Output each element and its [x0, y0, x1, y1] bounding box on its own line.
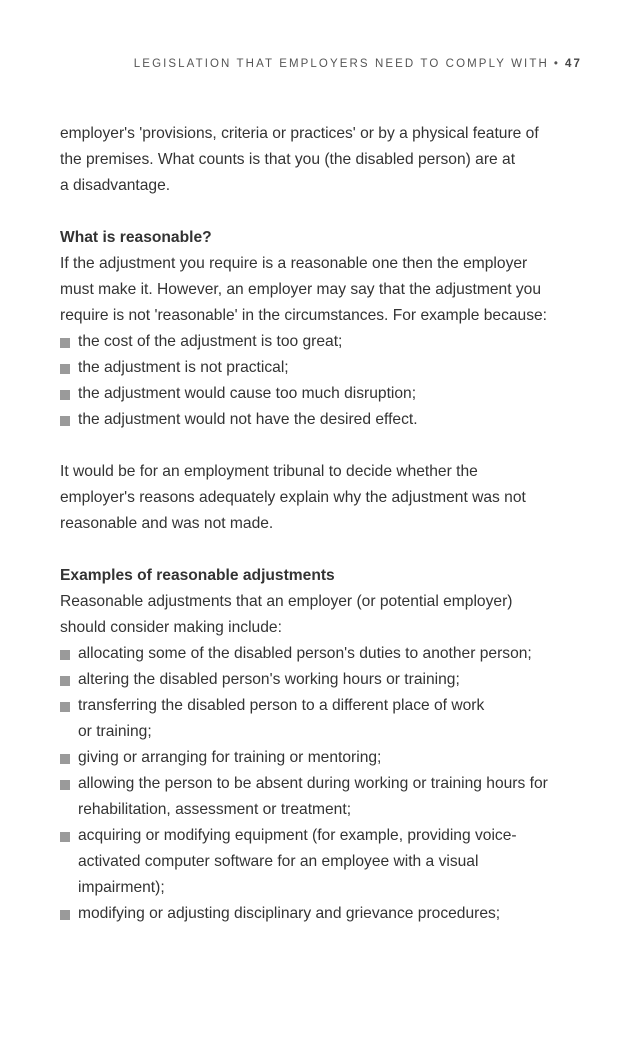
text-line: the premises. What counts is that you (the disabled person) are at: [60, 151, 516, 168]
text-line: It would be for an employment tribunal to decide whether the: [60, 463, 478, 480]
square-bullet-icon: [60, 364, 70, 374]
running-title: LEGISLATION THAT EMPLOYERS NEED TO COMPLY WITH: [133, 58, 549, 70]
list-item-text: activated computer software for an employee with a visual: [78, 853, 479, 870]
tribunal-paragraph: [60, 459, 600, 537]
text-line: reasonable and was not made.: [60, 515, 274, 532]
list-item: [60, 355, 600, 381]
text-line: must make it. However, an employer may say that the adjustment you: [60, 281, 542, 298]
square-bullet-icon: [60, 702, 70, 712]
list-item: [60, 901, 600, 927]
page-number: 47: [565, 58, 582, 70]
list-item: [60, 381, 600, 407]
list-item: [60, 771, 600, 823]
list-item: [60, 641, 600, 667]
square-bullet-icon: [60, 754, 70, 764]
text-line: a disadvantage.: [60, 177, 171, 194]
list-item: [60, 329, 600, 355]
list-item-text: transferring the disabled person to a different place of work: [78, 697, 485, 714]
reasons-list: [60, 329, 600, 433]
list-item-text: or training;: [78, 723, 152, 740]
running-header: [134, 58, 582, 70]
text-line: should consider making include:: [60, 619, 282, 636]
list-item-text: modifying or adjusting disciplinary and grievance procedures;: [78, 905, 501, 922]
header-separator: •: [553, 58, 560, 70]
body-text: [60, 121, 600, 927]
list-item-text: the adjustment would cause too much disruption;: [78, 385, 417, 402]
list-item-text: impairment);: [78, 879, 165, 896]
square-bullet-icon: [60, 780, 70, 790]
list-item-text: giving or arranging for training or mentoring;: [78, 749, 382, 766]
list-item: [60, 407, 600, 433]
text-line: employer's reasons adequately explain why the adjustment was not: [60, 489, 526, 506]
square-bullet-icon: [60, 676, 70, 686]
text-line: require is not 'reasonable' in the circumstances. For example because:: [60, 307, 548, 324]
list-item-text: acquiring or modifying equipment (for example, providing voice-: [78, 827, 517, 844]
square-bullet-icon: [60, 910, 70, 920]
list-item-text: the cost of the adjustment is too great;: [78, 333, 343, 350]
square-bullet-icon: [60, 832, 70, 842]
list-item-text: allowing the person to be absent during working or training hours for: [78, 775, 548, 792]
list-item-text: altering the disabled person's working hours or training;: [78, 671, 460, 688]
list-item: [60, 667, 600, 693]
square-bullet-icon: [60, 650, 70, 660]
reasonable-paragraph: [60, 251, 600, 329]
square-bullet-icon: [60, 390, 70, 400]
intro-paragraph: [60, 121, 600, 199]
examples-paragraph: [60, 589, 600, 641]
examples-list: [60, 641, 600, 927]
square-bullet-icon: [60, 338, 70, 348]
list-item: [60, 823, 600, 901]
heading-examples: Examples of reasonable adjustments: [60, 567, 335, 584]
text-line: Reasonable adjustments that an employer (or potential employer): [60, 593, 513, 610]
list-item: [60, 745, 600, 771]
list-item: [60, 693, 600, 745]
square-bullet-icon: [60, 416, 70, 426]
text-line: If the adjustment you require is a reasonable one then the employer: [60, 255, 528, 272]
text-line: employer's 'provisions, criteria or practices' or by a physical feature of: [60, 125, 539, 142]
list-item-text: the adjustment would not have the desired effect.: [78, 411, 418, 428]
heading-what-is-reasonable: What is reasonable?: [60, 229, 212, 246]
list-item-text: rehabilitation, assessment or treatment;: [78, 801, 352, 818]
list-item-text: the adjustment is not practical;: [78, 359, 289, 376]
list-item-text: allocating some of the disabled person's duties to another person;: [78, 645, 532, 662]
